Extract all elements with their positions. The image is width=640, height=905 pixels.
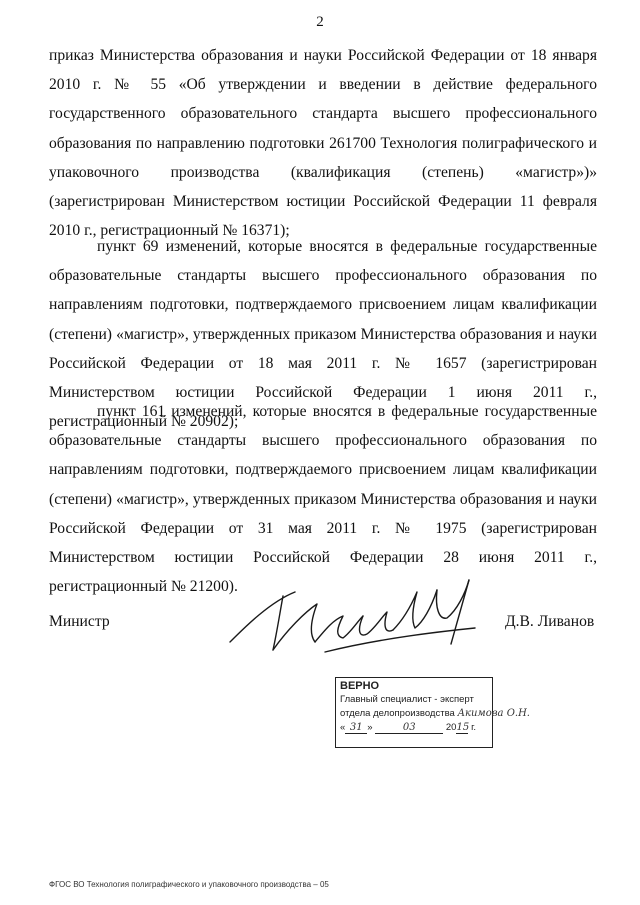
verification-stamp bbox=[335, 677, 530, 748]
stamp-handwritten-name: Акимова О.Н. bbox=[457, 708, 530, 719]
stamp-position-line: Главный специалист - эксперт bbox=[340, 694, 474, 705]
signature-image bbox=[225, 572, 495, 662]
stamp-day: 31 bbox=[345, 722, 367, 734]
paragraph-2: пункт 69 изменений, которые вносятся в федеральные государственные образовательные стандарты высшего профессионального образования по направлениям подготовки, подтверждаемого присвоением лицам квалификации (степени) «магистр», утвержденных приказом Министерства образования и науки Российской Федерации от 18 мая 2011 г. № 1657 (зарегистрирован Министерством юстиции Российской Федерации 1 июня 2011 г., регистрационный № 20902); bbox=[49, 238, 597, 431]
signer-name: Д.В. Ливанов bbox=[505, 613, 595, 630]
stamp-year-end: г. bbox=[471, 722, 477, 733]
page-number: 2 bbox=[316, 14, 324, 30]
stamp-title: ВЕРНО bbox=[340, 680, 380, 692]
stamp-date: « 31 » 03 2015 г. bbox=[340, 722, 477, 733]
stamp-department: отдела делопроизводства bbox=[340, 708, 455, 719]
stamp-year-prefix: 20 bbox=[445, 722, 457, 733]
document-footer: ФГОС ВО Технология полиграфического и упаковочного производства – 05 bbox=[49, 880, 329, 889]
paragraph-3: пункт 161 изменений, которые вносятся в федеральные государственные образовательные стандарты высшего профессионального образования по направлениям подготовки, подтверждаемого присвоением лицам квалификации (степени) «магистр», утвержденных приказом Министерства образования и науки Российской Федерации от 31 мая 2011 г. № 1975 (зарегистрирован Министерством юстиции Российской Федерации 28 июня 2011 г., регистрационный № 21200). bbox=[49, 403, 597, 596]
stamp-month: 03 bbox=[375, 722, 443, 734]
signer-position: Министр bbox=[49, 613, 110, 630]
paragraph-1: приказ Министерства образования и науки Российской Федерации от 18 января 2010 г. № 55 «Об утверждении и введении в действие федерального государственного образовательного стандарта высшего профессионального образования по направлению подготовки 261700 Технология полиграфического и упаковочного производства (квалификация (степень) «магистр»)» (зарегистрирован Министерством юстиции Российской Федерации 11 февраля 2010 г., регистрационный № 16371); bbox=[49, 47, 597, 240]
stamp-year-suffix: 15 bbox=[456, 722, 470, 733]
stamp-department-line bbox=[340, 707, 530, 721]
